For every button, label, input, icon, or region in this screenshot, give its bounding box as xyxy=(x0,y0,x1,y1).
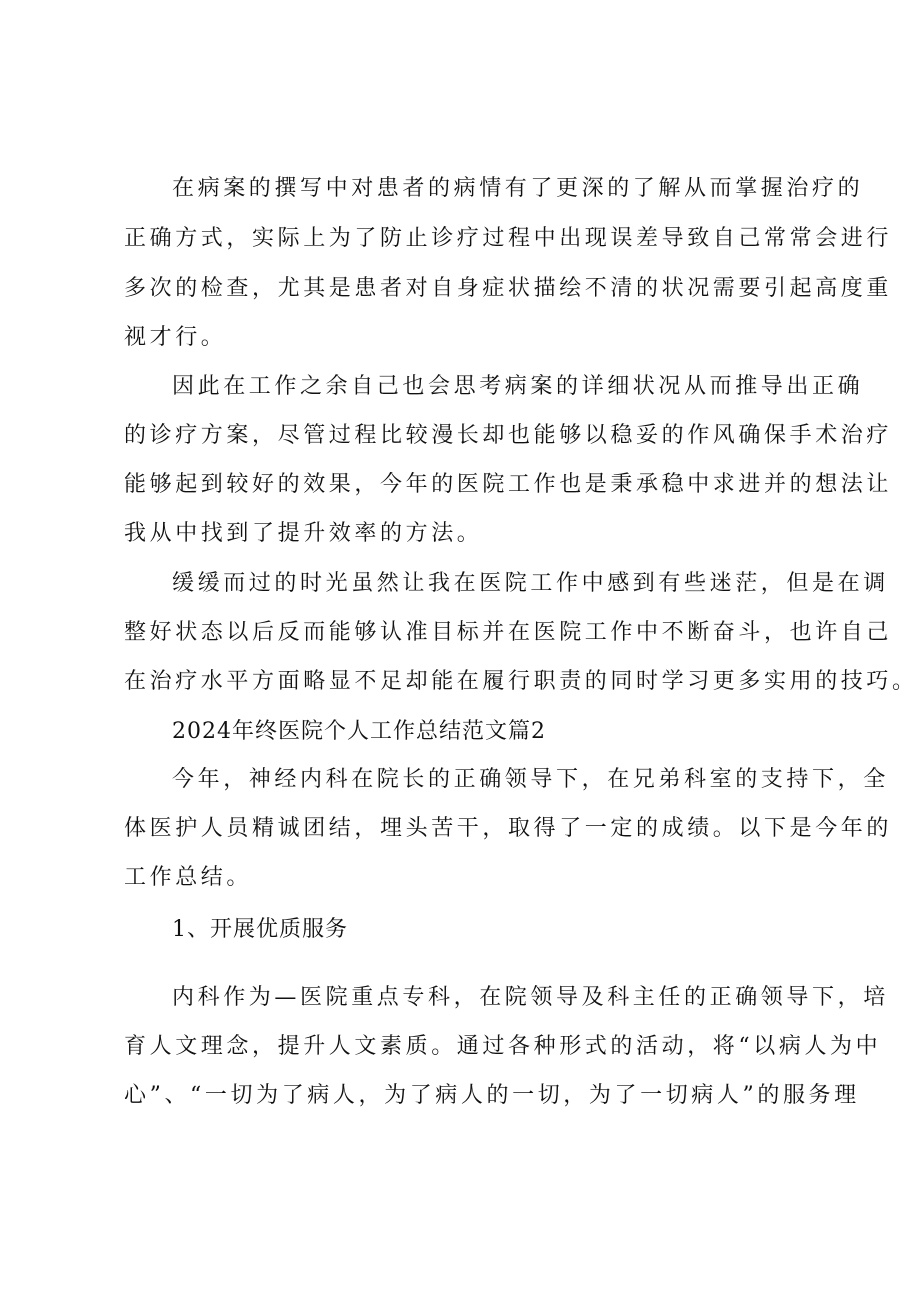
paragraph-4-line-1: 今年，神经内科在院长的正确领导下，在兄弟科室的支持下，全 xyxy=(172,767,889,792)
paragraph-5-line-1: 内科作为—医院重点专科，在院领导及科主任的正确领导下，培 xyxy=(172,985,889,1010)
paragraph-1-line-3: 多次的检查，尤其是患者对自身症状描绘不清的状况需要引起高度重 xyxy=(124,276,893,301)
paragraph-2-line-3: 能够起到较好的效果，今年的医院工作也是秉承稳中求进并的想法让 xyxy=(124,472,893,497)
paragraph-1-line-4: 视才行。 xyxy=(124,325,227,350)
paragraph-4-line-2: 体医护人员精诚团结，埋头苦干，取得了一定的成绩。以下是今年的 xyxy=(124,816,893,841)
paragraph-5-line-3: 心”、“一切为了病人，为了病人的一切，为了一切病人”的服务理 xyxy=(124,1083,860,1108)
paragraph-2-line-1: 因此在工作之余自己也会思考病案的详细状况从而推导出正确 xyxy=(172,374,864,399)
paragraph-4-line-3: 工作总结。 xyxy=(124,865,253,890)
paragraph-1-line-2: 正确方式，实际上为了防止诊疗过程中出现误差导致自己常常会进行 xyxy=(124,226,893,251)
paragraph-3-line-1: 缓缓而过的时光虽然让我在医院工作中感到有些迷茫，但是在调 xyxy=(172,571,889,596)
paragraph-5-line-2: 育人文理念，提升人文素质。通过各种形式的活动，将“以病人为中 xyxy=(124,1034,882,1059)
section-heading-article-2: 2024年终医院个人工作总结范文篇2 xyxy=(172,719,546,744)
subsection-heading-1: 1、开展优质服务 xyxy=(172,917,348,942)
paragraph-3-line-3: 在治疗水平方面略显不足却能在履行职责的同时学习更多实用的技巧。 xyxy=(124,669,918,694)
paragraph-3-line-2: 整好状态以后反而能够认准目标并在医院工作中不断奋斗，也许自己 xyxy=(124,620,893,645)
paragraph-1-line-1: 在病案的撰写中对患者的病情有了更深的了解从而掌握治疗的 xyxy=(172,176,864,201)
paragraph-2-line-4: 我从中找到了提升效率的方法。 xyxy=(124,521,483,546)
paragraph-2-line-2: 的诊疗方案，尽管过程比较漫长却也能够以稳妥的作风确保手术治疗 xyxy=(124,423,893,448)
